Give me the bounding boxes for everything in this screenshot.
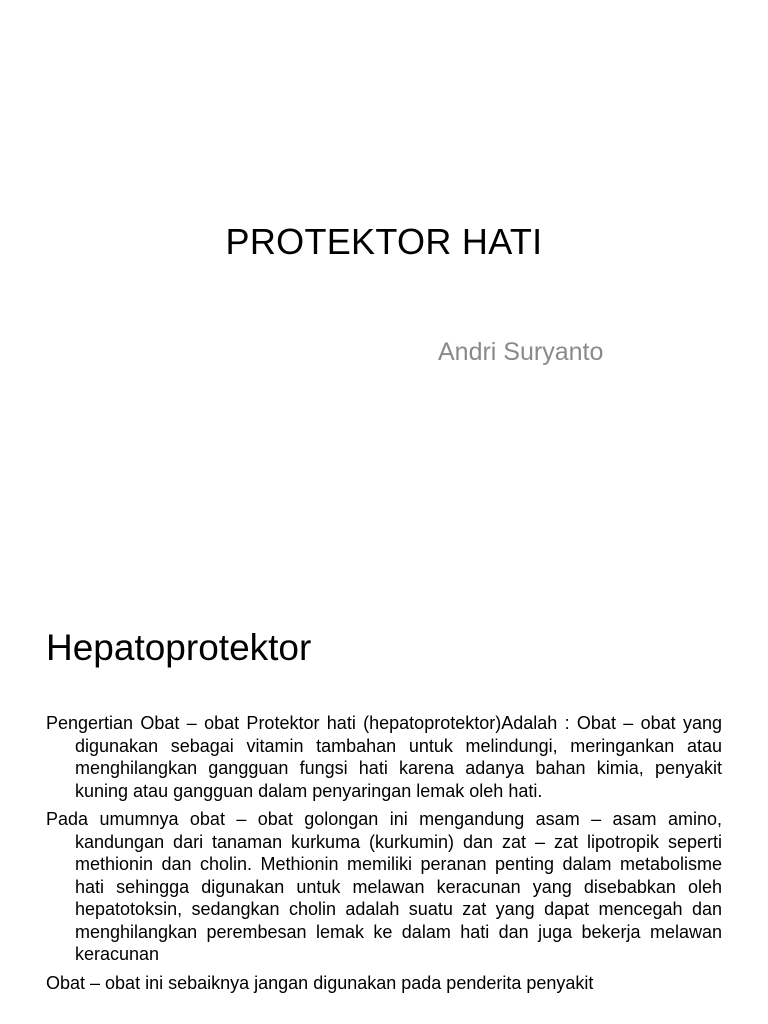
slide-subtitle-author: Andri Suryanto: [438, 338, 604, 366]
content-slide-body: [46, 712, 722, 1000]
paragraph-definition: Pengertian Obat – obat Protektor hati (hepatoprotektor)Adalah : Obat – obat yang digunakan sebagai vitamin tambahan untuk melindungi, meringankan atau menghilangkan gangguan fungsi hati karena adanya bahan kimia, penyakit kuning atau gangguan dalam penyaringan lemak oleh hati.: [46, 713, 722, 801]
content-slide: [0, 576, 768, 1024]
paragraph-composition: Pada umumnya obat – obat golongan ini mengandung asam – asam amino, kandungan dari tanaman kurkuma (kurkumin) dan zat – zat lipotropik seperti methionin dan cholin. Methionin memiliki peranan penting dalam metabolisme hati sehingga digunakan untuk melawan keracunan yang disebabkan oleh hepatotoksin, sedangkan cholin adalah suatu zat yang dapat mencegah dan menghilangkan perembesan lemak ke dalam hati dan juga bekerja melawan keracunan: [46, 809, 722, 964]
paragraph-contraindication: Obat – obat ini sebaiknya jangan digunakan pada penderita penyakit: [46, 972, 594, 993]
slide-title: PROTEKTOR HATI: [225, 221, 543, 262]
content-slide-title: Hepatoprotektor: [46, 627, 312, 668]
